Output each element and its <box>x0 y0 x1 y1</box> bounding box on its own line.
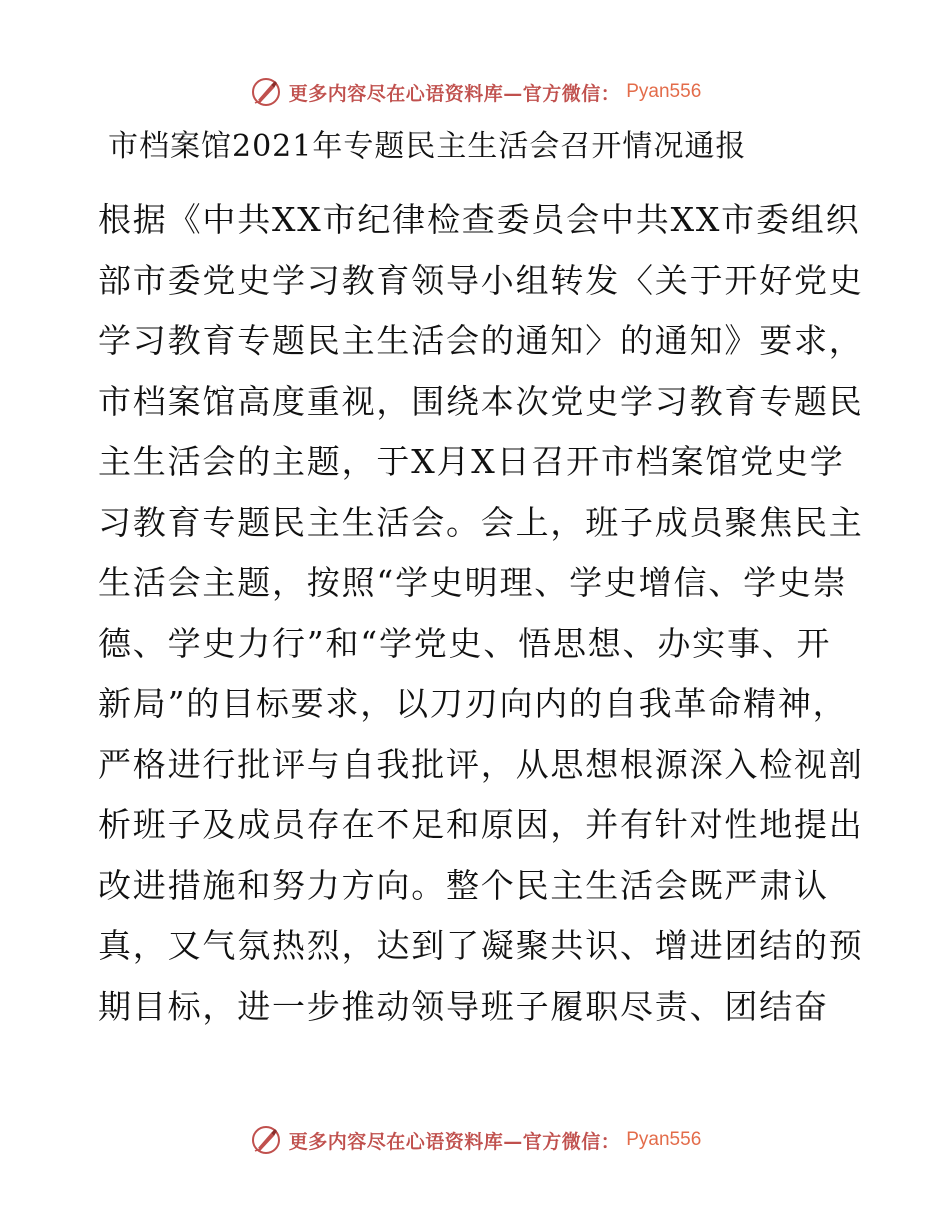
watermark-text: 更多内容尽在心语资料库—官方微信： <box>288 1130 621 1153</box>
pen-logo-icon <box>249 75 283 109</box>
watermark-wechat-id: Pyan556 <box>626 81 702 102</box>
text-line: 真，又气氛热烈，达到了凝聚共识、增进团结的预 <box>98 926 864 965</box>
text-line: 主生活会的主题，于X月X日召开市档案馆党史学 <box>98 442 845 481</box>
pen-logo-icon <box>249 1123 283 1157</box>
text-line: 新局”的目标要求，以刀刃向内的自我革命精神， <box>98 684 848 723</box>
header-watermark <box>0 72 950 112</box>
watermark-wechat-id: Pyan556 <box>626 1129 702 1150</box>
document-title: 市档案馆2021年专题民主生活会召开情况通报 <box>108 129 747 164</box>
text-line: 市档案馆高度重视，围绕本次党史学习教育专题民 <box>98 381 864 421</box>
text-line: 析班子及成员存在不足和原因，并有针对性地提出 <box>98 805 864 844</box>
text-line: 严格进行批评与自我批评，从思想根源深入检视剖 <box>98 744 864 784</box>
text-line: 习教育专题民主生活会。会上，班子成员聚焦民主 <box>98 502 864 542</box>
body-paragraph <box>98 190 864 1037</box>
text-line: 德、学史力行”和“学党史、悟思想、办实事、开 <box>98 623 832 663</box>
text-line: 学习教育专题民主生活会的通知〉的通知》要求， <box>98 321 864 360</box>
watermark-text: 更多内容尽在心语资料库—官方微信： <box>288 82 621 105</box>
text-line: 生活会主题，按照“学史明理、学史增信、学史崇 <box>98 563 848 602</box>
footer-watermark <box>0 1120 950 1160</box>
text-line: 部市委党史学习教育领导小组转发〈关于开好党史 <box>98 260 864 300</box>
text-line: 根据《中共XX市纪律检查委员会中共XX市委组织 <box>98 200 861 239</box>
text-line: 期目标，进一步推动领导班子履职尽责、团结奋 <box>98 986 829 1026</box>
text-line: 改进措施和努力方向。整个民主生活会既严肃认 <box>98 865 829 905</box>
